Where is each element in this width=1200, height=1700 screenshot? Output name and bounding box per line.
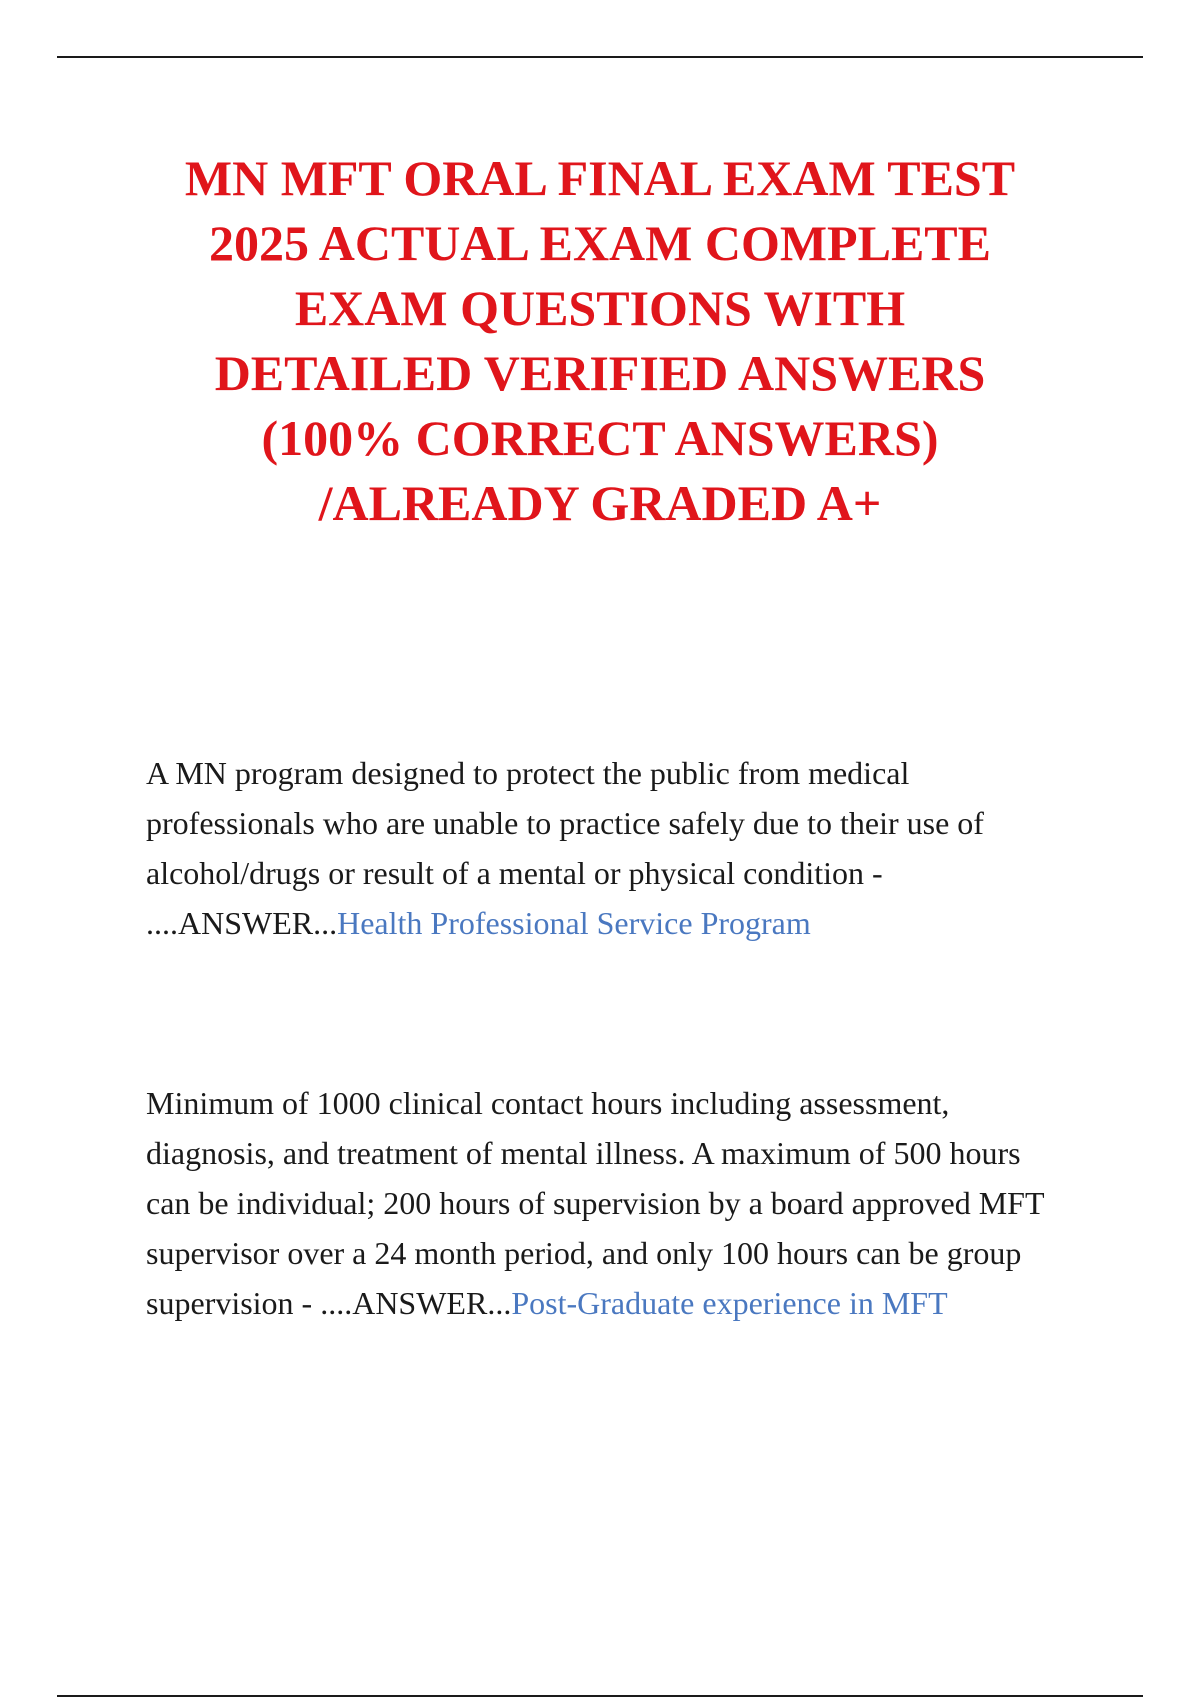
question-text: A MN program designed to protect the public from medical professionals who are unable to practice safely due to their use of alcohol/drugs or result of a mental or physical condition - ....ANSWER... (146, 755, 984, 941)
title-line: /ALREADY GRADED A+ (318, 475, 882, 531)
top-rule (57, 56, 1143, 58)
document-title (100, 146, 1100, 536)
bottom-rule (57, 1695, 1143, 1697)
qa-item (146, 748, 1066, 948)
title-line: MN MFT ORAL FINAL EXAM TEST (184, 150, 1016, 206)
qa-item (146, 1078, 1066, 1328)
title-line: (100% CORRECT ANSWERS) (261, 410, 939, 466)
answer-text: Post-Graduate experience in MFT (511, 1285, 948, 1321)
title-line: 2025 ACTUAL EXAM COMPLETE (208, 215, 991, 271)
answer-text: Health Professional Service Program (337, 905, 811, 941)
title-line: EXAM QUESTIONS WITH (294, 280, 906, 336)
title-line: DETAILED VERIFIED ANSWERS (214, 345, 986, 401)
question-text: Minimum of 1000 clinical contact hours including assessment, diagnosis, and treatment of mental illness. A maximum of 500 hours can be individual; 200 hours of supervision by a board approved MFT supervisor over a 24 month period, and only 100 hours can be group supervision - ....ANSWER... (146, 1085, 1044, 1321)
